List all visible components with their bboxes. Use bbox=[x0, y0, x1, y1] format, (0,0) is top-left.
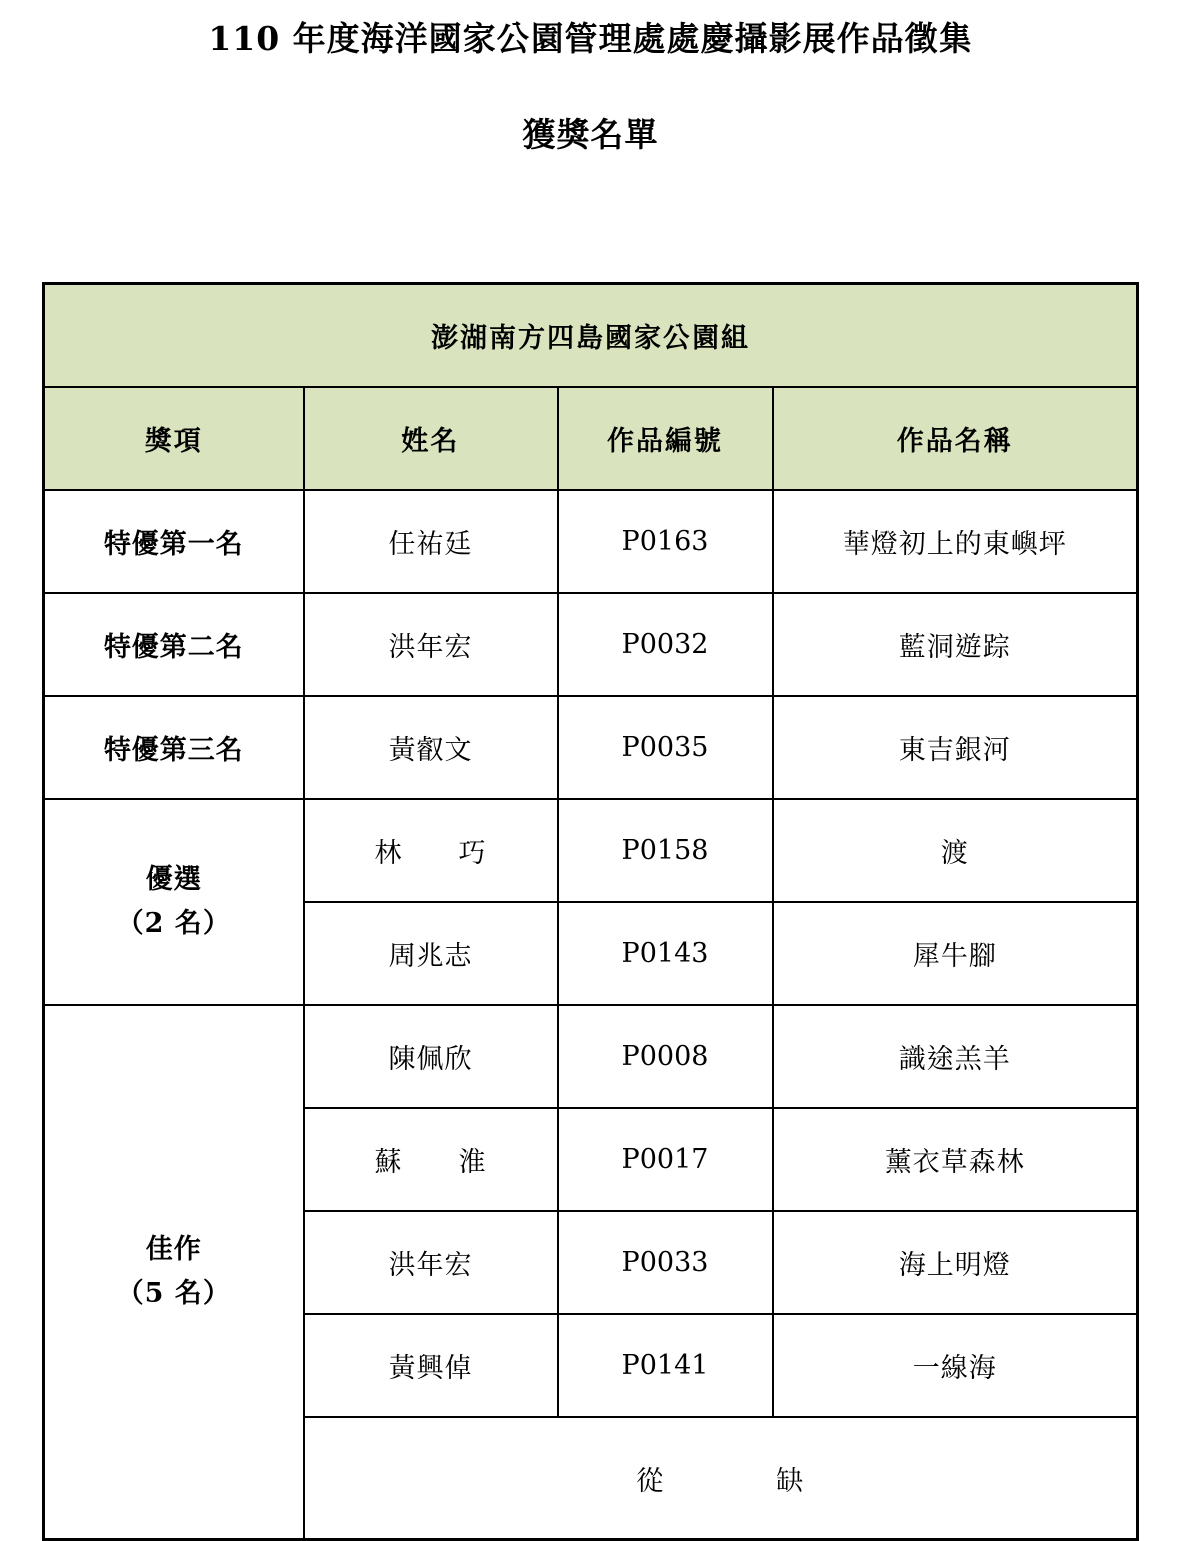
cell-code: P0143 bbox=[558, 902, 773, 1005]
table-row bbox=[44, 799, 1138, 902]
cell-work: 識途羔羊 bbox=[773, 1005, 1138, 1108]
cell-code: P0163 bbox=[558, 490, 773, 593]
cell-work: 犀牛腳 bbox=[773, 902, 1138, 1005]
award-group-count: （2 名） bbox=[116, 908, 231, 939]
cell-code: P0033 bbox=[558, 1211, 773, 1314]
cell-work: 薰衣草森林 bbox=[773, 1108, 1138, 1211]
award-group-label: 佳作 bbox=[145, 1234, 202, 1265]
cell-award: 特優第二名 bbox=[44, 593, 304, 696]
cell-name: 林 巧 bbox=[304, 799, 558, 902]
table-group-title-row bbox=[44, 284, 1138, 388]
cell-work: 東吉銀河 bbox=[773, 696, 1138, 799]
page-title-line-1: 110 年度海洋國家公園管理處處慶攝影展作品徵集 bbox=[208, 19, 973, 58]
cell-work: 一線海 bbox=[773, 1314, 1138, 1417]
cell-name: 蘇 淮 bbox=[304, 1108, 558, 1211]
cell-work: 海上明燈 bbox=[773, 1211, 1138, 1314]
cell-name: 任祐廷 bbox=[304, 490, 558, 593]
cell-vacancy: 從 缺 bbox=[304, 1417, 1138, 1540]
award-table bbox=[42, 282, 1139, 1541]
document-title-block bbox=[0, 0, 1181, 162]
cell-code: P0032 bbox=[558, 593, 773, 696]
award-table-container bbox=[42, 282, 1136, 1541]
award-group-count: （5 名） bbox=[116, 1278, 231, 1309]
cell-work: 渡 bbox=[773, 799, 1138, 902]
cell-award: 特優第三名 bbox=[44, 696, 304, 799]
column-header-name: 姓名 bbox=[304, 387, 558, 490]
cell-code: P0008 bbox=[558, 1005, 773, 1108]
cell-name: 黃叡文 bbox=[304, 696, 558, 799]
table-row bbox=[44, 696, 1138, 799]
cell-award-group-merit bbox=[44, 799, 304, 1005]
column-header-award: 獎項 bbox=[44, 387, 304, 490]
table-header-row bbox=[44, 387, 1138, 490]
cell-code: P0158 bbox=[558, 799, 773, 902]
cell-name: 陳佩欣 bbox=[304, 1005, 558, 1108]
cell-name: 黃興倬 bbox=[304, 1314, 558, 1417]
table-row bbox=[44, 490, 1138, 593]
cell-code: P0035 bbox=[558, 696, 773, 799]
cell-name: 周兆志 bbox=[304, 902, 558, 1005]
award-group-label: 優選 bbox=[145, 864, 202, 895]
group-title-cell: 澎湖南方四島國家公園組 bbox=[44, 284, 1138, 388]
cell-work: 華燈初上的東嶼坪 bbox=[773, 490, 1138, 593]
cell-award-group-honorable bbox=[44, 1005, 304, 1540]
cell-code: P0017 bbox=[558, 1108, 773, 1211]
cell-award: 特優第一名 bbox=[44, 490, 304, 593]
cell-work: 藍洞遊踪 bbox=[773, 593, 1138, 696]
cell-code: P0141 bbox=[558, 1314, 773, 1417]
page-title-line-2: 獲獎名單 bbox=[522, 115, 659, 154]
column-header-code: 作品編號 bbox=[558, 387, 773, 490]
cell-name: 洪年宏 bbox=[304, 1211, 558, 1314]
table-row bbox=[44, 1005, 1138, 1108]
cell-name: 洪年宏 bbox=[304, 593, 558, 696]
table-row bbox=[44, 593, 1138, 696]
column-header-work: 作品名稱 bbox=[773, 387, 1138, 490]
